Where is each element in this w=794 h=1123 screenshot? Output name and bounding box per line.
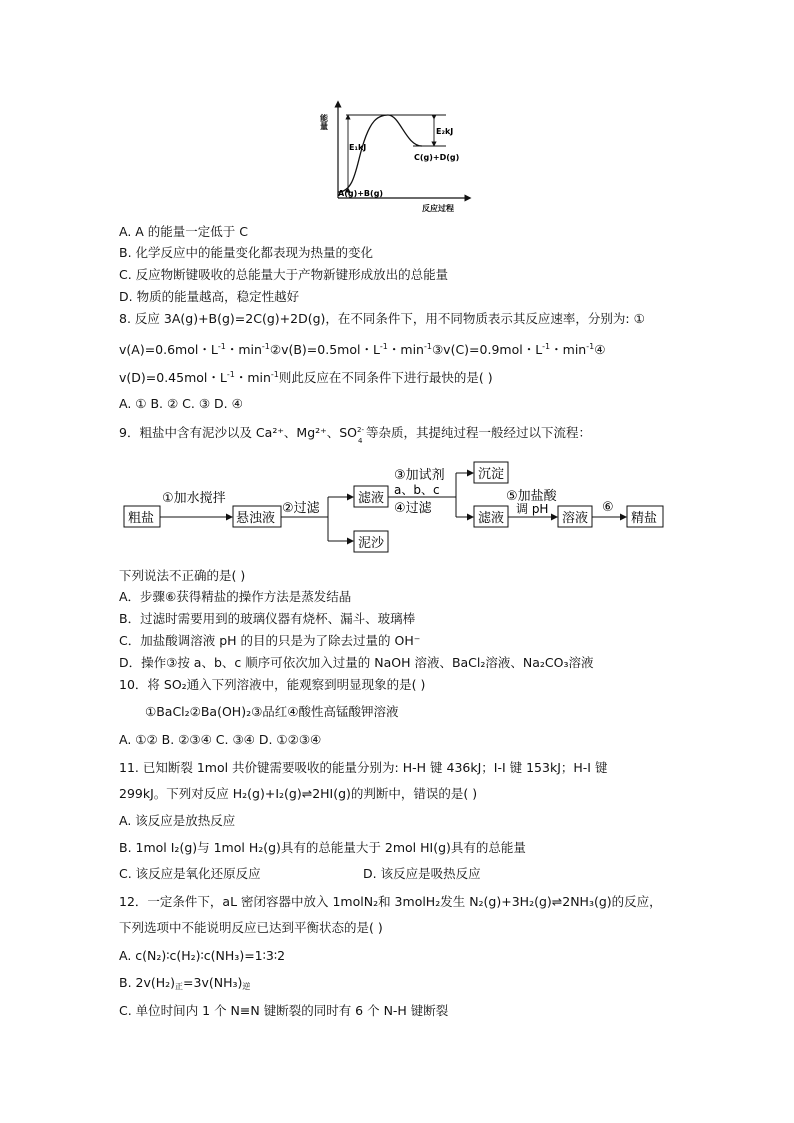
q12-option-a: A. c(N₂)∶c(H₂)∶c(NH₃)=1∶3∶2 <box>119 948 286 963</box>
filtrate2-box: 滤液 <box>478 511 505 526</box>
energy-diagram <box>318 100 478 218</box>
q11-option-a: A. 该反应是放热反应 <box>119 813 236 828</box>
x-axis-label: 反应过程 <box>422 204 454 213</box>
reaction-curve <box>338 115 422 192</box>
q9-stem: 9．粗盐中含有泥沙以及 Ca²⁺、Mg²⁺、SO 2- 4 等杂质，其提纯过程一般经过以下流程： <box>119 425 592 445</box>
q9-option-c: C．加盐酸调溶液 pH 的目的只是为了除去过量的 OH⁻ <box>119 633 421 648</box>
q12-option-c: C. 单位时间内 1 个 N≡N 键断裂的同时有 6 个 N-H 键断裂 <box>119 1003 449 1018</box>
q12-stem-line2: 下列选项中不能说明反应已达到平衡状态的是( ) <box>119 920 383 935</box>
step2-label: ②过滤 <box>282 501 320 516</box>
q9-prompt: 下列说法不正确的是( ) <box>119 568 246 583</box>
step6-label: ⑥ <box>602 500 614 515</box>
q10-stem: 10．将 SO₂通入下列溶液中，能观察到明显现象的是( ) <box>119 677 426 692</box>
q7-option-a: A. A 的能量一定低于 C <box>119 224 249 239</box>
refined-salt-box: 精盐 <box>631 511 658 526</box>
q11-stem-line2: 299kJ。下列对反应 H₂(g)+I₂(g)⇌2HI(g)的判断中，错误的是( ) <box>119 786 478 801</box>
q9-option-b: B．过滤时需要用到的玻璃仪器有烧杯、漏斗、玻璃棒 <box>119 611 416 626</box>
step5-ph: 调 pH <box>516 502 549 516</box>
q7-option-c: C. 反应物断键吸收的总能量大于产物新键形成放出的总能量 <box>119 267 449 282</box>
q8-rate-d: v(D)=0.45mol・$L^{-1}$・$\min^{-1}$则此反应在不同条件下进行最快的是( ) <box>119 370 493 385</box>
q8-rates: v(A)=0.6mol・$L^{-1}$・$\min^{-1}②v(B)=0.5mol$・$L^{-1}$・$\min^{-1}③v(C)=0.9mol$・$L^{-1}$・$\min^{-1}④$ <box>119 342 606 357</box>
step3-label: ③加试剂 <box>394 468 445 483</box>
q8-options: A. ① B. ② C. ③ D. ④ <box>119 396 243 411</box>
q11-stem-line1: 11. 已知断裂 1mol 共价键需要吸收的能量分别为: H-H 键 436kJ；I-I 键 153kJ；H-I 键 <box>119 760 608 775</box>
q7-option-b: B. 化学反应中的能量变化都表现为热量的变化 <box>119 245 374 260</box>
step5-label: ⑤加盐酸 <box>506 489 557 504</box>
q9-option-d: D．操作③按 a、b、c 顺序可依次加入过量的 NaOH 溶液、BaCl₂溶液、Na₂CO₃溶液 <box>119 655 594 670</box>
q11-option-d: D. 该反应是吸热反应 <box>363 866 481 881</box>
e2-label: E₂kJ <box>436 127 454 136</box>
mud-box: 泥沙 <box>358 536 385 551</box>
precipitate-box: 沉淀 <box>478 467 505 482</box>
q11-option-b: B. 1mol I₂(g)与 1mol H₂(g)具有的总能量大于 2mol HI(g)具有的总能量 <box>119 840 526 855</box>
reactants-label: A(g)+B(g) <box>338 189 384 198</box>
solution-box: 溶液 <box>562 511 589 526</box>
crude-salt-box: 粗盐 <box>128 511 155 526</box>
q8-stem: 8. 反应 3A(g)+B(g)=2C(g)+2D(g)，在不同条件下，用不同物质表示其反应速率，分别为: ① <box>119 311 645 326</box>
step3-reagents: a、b、c <box>394 483 440 497</box>
q10-solution-list: ①BaCl₂②Ba(OH)₂③品红④酸性高锰酸钾溶液 <box>145 704 399 719</box>
products-label: C(g)+D(g) <box>414 153 460 162</box>
q9-option-a: A．步骤⑥获得精盐的操作方法是蒸发结晶 <box>119 589 352 604</box>
filtrate1-box: 滤液 <box>358 491 385 506</box>
step1-label: ①加水搅拌 <box>162 491 226 506</box>
suspension-box: 悬浊液 <box>236 511 276 526</box>
y-axis-label: 能量 <box>319 114 329 130</box>
q12-option-b: B. $2v(H_2)_正=3v(NH_3)_逆$ <box>119 975 251 991</box>
q12-stem-line1: 12．一定条件下，aL 密闭容器中放入 1molN₂和 3molH₂发生 N₂(g)+3H₂(g)⇌2NH₃(g)的反应， <box>119 894 662 909</box>
e1-label: E₁kJ <box>349 143 367 152</box>
step4-label: ④过滤 <box>394 501 432 516</box>
q7-option-d: D. 物质的能量越高，稳定性越好 <box>119 289 300 304</box>
q11-option-c: C. 该反应是氧化还原反应 <box>119 866 261 881</box>
q10-options: A. ①② B. ②③④ C. ③④ D. ①②③④ <box>119 732 322 747</box>
purification-flowchart <box>118 457 678 557</box>
